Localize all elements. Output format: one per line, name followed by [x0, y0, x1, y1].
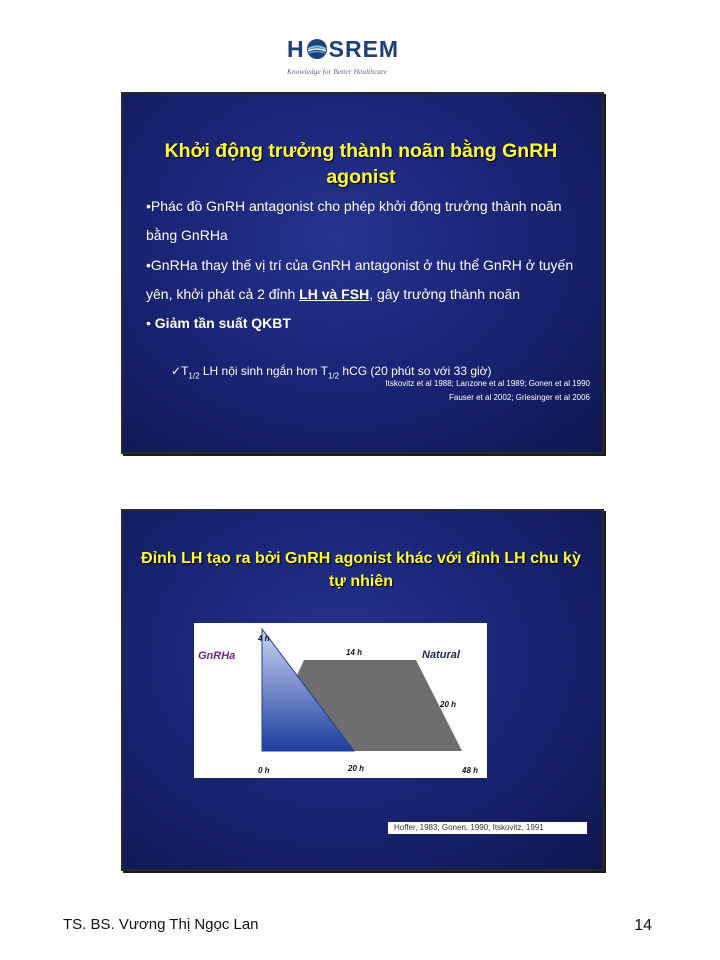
x-tick-20h: 20 h [348, 764, 365, 773]
x-tick-48h: 48 h [462, 766, 479, 775]
ref-line-1: Itskovitz et al 1988; Lanzone et al 1989; Gonen et al 1990 [385, 379, 590, 388]
gnrha-label: GnRHa [198, 650, 236, 662]
bullet-2-highlight: LH và FSH [299, 285, 370, 302]
page-number: 14 [634, 917, 652, 934]
slide-2-reference: Hoffer, 1983; Gonen, 1990; Itskovitz, 1991 [388, 822, 587, 834]
slide-2 [121, 509, 604, 871]
slide-1 [121, 92, 604, 454]
logo-tagline: Knowledge for Better Healthcare [287, 67, 387, 76]
author-footer: TS. BS. Vương Thị Ngọc Lan [63, 916, 259, 933]
half-subscript-2: 1/2 [327, 371, 340, 381]
natural-label: Natural [422, 649, 460, 661]
slide-1-references [385, 377, 590, 405]
half-subscript: 1/2 [188, 371, 200, 381]
bullet-3-marker: • [146, 315, 155, 332]
slide-1-title: Khởi động trưởng thành noãn bằng GnRH agonist [164, 140, 558, 188]
check-icon: ✓ [171, 364, 182, 378]
hosrem-logo [287, 36, 427, 80]
descent-20h-label: 20 h [440, 700, 457, 709]
bullet-3 [146, 309, 586, 338]
x-tick-0h: 0 h [258, 766, 270, 775]
bullet-1: •Phác đồ GnRH antagonist cho phép khởi động trưởng thành noãn bằng GnRHa [146, 198, 562, 244]
bullet-2 [146, 251, 586, 310]
logo-suffix: SREM [328, 36, 400, 62]
ref-line-2: Fauser et al 2002; Griesinger et al 2006 [449, 393, 590, 402]
bullet-2-text-a: •GnRHa thay thế vị trí của GnRH antagonist ở thụ thể GnRH ở tuyến yên, khởi phát cả 2 đỉnh [146, 256, 574, 302]
logo-wordmark [287, 36, 399, 63]
logo-prefix: H [287, 36, 305, 62]
slide-1-body [146, 192, 586, 338]
sub-bullet-t: T [181, 364, 189, 378]
bullet-3-text: Giảm tần suất QKBT [154, 315, 291, 332]
sub-bullet-text-1: LH nội sinh ngắn hơn T [199, 364, 328, 378]
bullet-2-text-b: , gây trưởng thành noãn [369, 285, 521, 302]
peak-4h-label: 4 h [258, 634, 270, 643]
slide-2-title: Đỉnh LH tạo ra bởi GnRH agonist khác với đỉnh LH chu kỳ tự nhiên [141, 550, 581, 590]
globe-icon [306, 38, 328, 60]
sub-bullet-text-2: hCG (20 phút so với 33 giờ) [339, 364, 492, 378]
lh-peak-diagram [194, 623, 487, 778]
plateau-14h-label: 14 h [346, 648, 363, 657]
